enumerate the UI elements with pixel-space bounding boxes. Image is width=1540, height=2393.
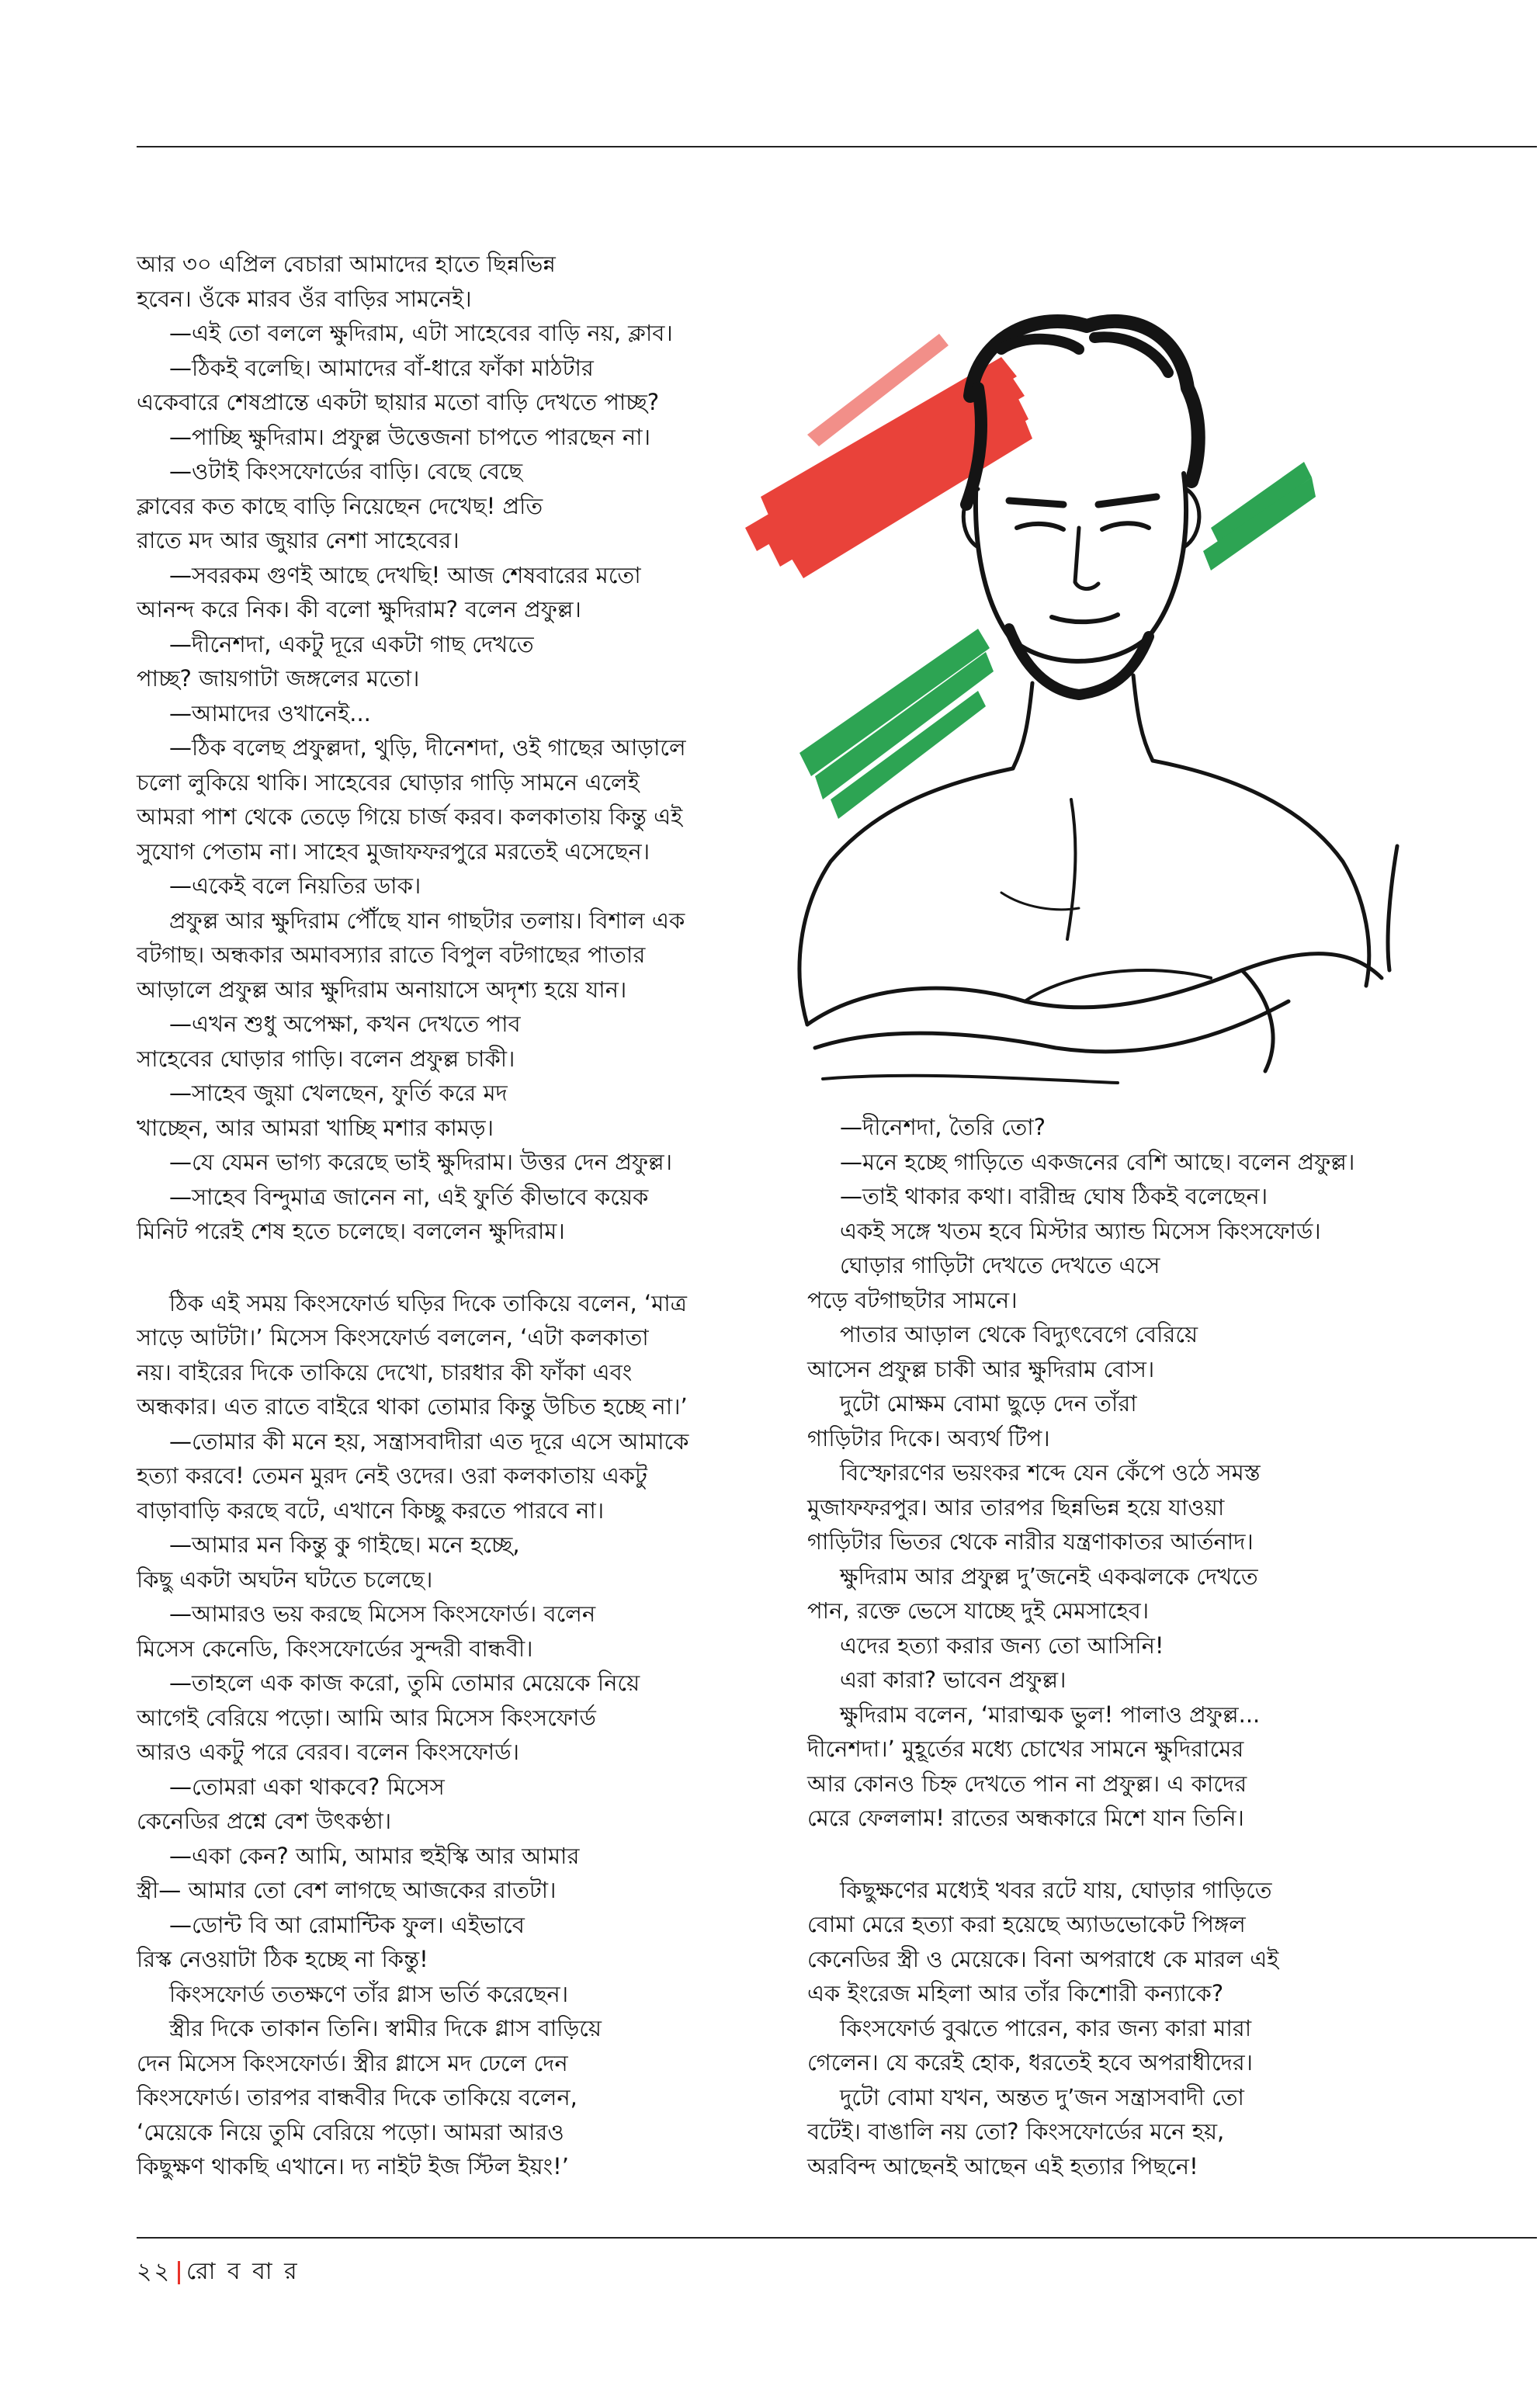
text-line: এরা কারা? ভাবেন প্রফুল্ল।: [840, 1666, 1067, 1693]
page-number: ২২: [137, 2258, 172, 2285]
text-line: —আমার মন কিন্তু কু গাইছে। মনে হচ্ছে,: [169, 1531, 520, 1558]
text-line: দুটো বোমা যখন, অন্তত দু’জন সন্ত্রাসবাদী তো: [840, 2083, 1244, 2110]
text-line: মেরে ফেললাম! রাতের অন্ধকারে মিশে যান তিনি।: [807, 1805, 1244, 1831]
text-line: —তাই থাকার কথা। বারীন্দ্র ঘোষ ঠিকই বলেছেন।: [840, 1183, 1268, 1209]
text-line: এক ইংরেজ মহিলা আর তাঁর কিশোরী কন্যাকে?: [807, 1980, 1224, 2006]
text-line: আরও একটু পরে বেরব। বলেন কিংসফোর্ড।: [137, 1739, 519, 1765]
text-line: গাড়িটার ভিতর থেকে নারীর যন্ত্রণাকাতর আর্তনাদ।: [807, 1528, 1254, 1555]
text-line: আড়ালে প্রফুল্ল আর ক্ষুদিরাম অনায়াসে অদৃশ্য হয়ে যান।: [137, 976, 627, 1003]
text-line: অন্ধকার। এত রাতে বাইরে থাকা তোমার কিন্তু উচিত হচ্ছে না।’: [137, 1393, 688, 1420]
text-line: —দীনেশদা, তৈরি তো?: [840, 1114, 1046, 1140]
text-line: আনন্দ করে নিক। কী বলো ক্ষুদিরাম? বলেন প্রফুল্ল।: [137, 596, 581, 623]
text-line: —পাচ্ছি ক্ষুদিরাম। প্রফুল্ল উত্তেজনা চাপতে পারছেন না।: [169, 423, 650, 450]
text-line: বটগাছ। অন্ধকার অমাবস্যার রাতে বিপুল বটগাছের পাতার: [137, 942, 646, 968]
text-line: মুজাফফরপুর। আর তারপর ছিন্নভিন্ন হয়ে যাওয়া: [807, 1493, 1225, 1521]
left-text-column: [137, 247, 750, 2184]
text-line: —সাহেব বিন্দুমাত্র জানেন না, এই ফুর্তি কীভাবে কয়েক: [169, 1183, 649, 1210]
text-line: পড়ে বটগাছটার সামনে।: [807, 1286, 1018, 1313]
text-line: কিছু একটা অঘটন ঘটতে চলেছে।: [137, 1566, 433, 1593]
text-line: আমরা পাশ থেকে তেড়ে গিয়ে চার্জ করব। কলকাতায় কিন্তু এই: [137, 803, 683, 830]
text-line: অরবিন্দ আছেনই আছেন এই হত্যার পিছনে!: [807, 2152, 1198, 2180]
text-line: দীনেশদা।’ মুহূর্তের মধ্যে চোখের সামনে ক্ষুদিরামের: [807, 1736, 1244, 1762]
text-line: —একেই বলে নিয়তির ডাক।: [169, 872, 421, 899]
text-line: —মনে হচ্ছে গাড়িতে একজনের বেশি আছে। বলেন প্রফুল্ল।: [840, 1148, 1355, 1175]
text-line: কেনেডির স্ত্রী ও মেয়েকে। বিনা অপরাধে কে মারল এই: [807, 1945, 1279, 1972]
magazine-name: রো ব বা র: [186, 2258, 300, 2285]
text-line: বটেই। বাঙালি নয় তো? কিংসফোর্ডের মনে হয়,: [807, 2118, 1225, 2145]
text-line: আর কোনও চিহ্ন দেখতে পান না প্রফুল্ল। এ কাদের: [807, 1770, 1247, 1797]
text-line: স্ত্রী— আমার তো বেশ লাগছে আজকের রাতটা।: [137, 1877, 557, 1903]
text-line: দেন মিসেস কিংসফোর্ড। স্ত্রীর গ্লাসে মদ ঢেলে দেন: [137, 2049, 568, 2076]
text-line: কিংসফোর্ড। তারপর বান্ধবীর দিকে তাকিয়ে বলেন,: [137, 2084, 578, 2110]
text-line: আসেন প্রফুল্ল চাকী আর ক্ষুদিরাম বোস।: [807, 1355, 1155, 1382]
text-line: —যে যেমন ভাগ্য করেছে ভাই ক্ষুদিরাম। উত্তর দেন প্রফুল্ল।: [169, 1149, 673, 1175]
red-brush-strokes: [745, 334, 1032, 578]
text-line: বোমা মেরে হত্যা করা হয়েছে অ্যাডভোকেট পিঙ্গল: [807, 1911, 1246, 1937]
text-line: গেলেন। যে করেই হোক, ধরতেই হবে অপরাধীদের।: [807, 2049, 1254, 2076]
text-line: বাড়াবাড়ি করছে বটে, এখানে কিচ্ছু করতে পারবে না।: [137, 1496, 605, 1524]
text-line: সাহেবের ঘোড়ার গাড়ি। বলেন প্রফুল্ল চাকী।: [137, 1045, 515, 1072]
top-rule: [137, 146, 1537, 147]
text-line: আগেই বেরিয়ে পড়ো। আমি আর মিসেস কিংসফোর্ড: [137, 1704, 596, 1731]
text-line: সাড়ে আটটা।’ মিসেস কিংসফোর্ড বললেন, ‘এটা কলকাতা: [137, 1324, 649, 1351]
text-line: —তাহলে এক কাজ করো, তুমি তোমার মেয়েকে নিয়ে: [169, 1670, 640, 1696]
text-line: —ঠিকই বলেছি। আমাদের বাঁ-ধারে ফাঁকা মাঠটার: [169, 354, 594, 381]
text-line: বিস্ফোরণের ভয়ংকর শব্দে যেন কেঁপে ওঠে সমস্ত: [840, 1459, 1261, 1486]
text-line: এদের হত্যা করার জন্য তো আসিনি!: [840, 1632, 1164, 1659]
text-line: কিংসফোর্ড ততক্ষণে তাঁর গ্লাস ভর্তি করেছেন।: [169, 1980, 569, 2007]
footer-divider: [178, 2261, 180, 2284]
right-text-column: [807, 1110, 1475, 2183]
text-line: পাচ্ছ? জায়গাটা জঙ্গলের মতো।: [137, 665, 420, 692]
text-line: হত্যা করবে! তেমন মুরদ নেই ওদের। ওরা কলকাতায় একটু: [137, 1462, 647, 1489]
text-line: দুটো মোক্ষম বোমা ছুড়ে দেন তাঁরা: [840, 1390, 1137, 1417]
text-line: —এখন শুধু অপেক্ষা, কখন দেখতে পাব: [169, 1011, 521, 1037]
text-line: পান, রক্তে ভেসে যাচ্ছে দুই মেমসাহেব।: [807, 1597, 1150, 1624]
text-line: আর ৩০ এপ্রিল বেচারা আমাদের হাতে ছিন্নভিন্ন: [137, 251, 556, 277]
text-line: গাড়িটার দিকে। অব্যর্থ টিপ।: [807, 1424, 1050, 1451]
text-line: —এই তো বললে ক্ষুদিরাম, এটা সাহেবের বাড়ি নয়, ক্লাব।: [169, 320, 673, 346]
text-line: মিসেস কেনেডি, কিংসফোর্ডের সুন্দরী বান্ধবী।: [137, 1635, 533, 1662]
text-line: স্ত্রীর দিকে তাকান তিনি। স্বামীর দিকে গ্লাস বাড়িয়ে: [169, 2015, 602, 2041]
bottom-rule: [137, 2237, 1537, 2239]
text-line: —ডোন্ট বি আ রোমান্টিক ফুল। এইভাবে: [169, 1911, 525, 1938]
text-line: প্রফুল্ল আর ক্ষুদিরাম পৌঁছে যান গাছটার তলায়। বিশাল এক: [169, 907, 685, 934]
text-line: নয়। বাইরের দিকে তাকিয়ে দেখো, চারধার কী ফাঁকা এবং: [137, 1358, 633, 1386]
text-line: রাতে মদ আর জুয়ার নেশা সাহেবের।: [137, 527, 460, 553]
text-line: ক্ষুদিরাম বলেন, ‘মারাত্মক ভুল! পালাও প্রফুল্ল...: [840, 1701, 1261, 1728]
text-line: কেনেডির প্রশ্নে বেশ উৎকণ্ঠা।: [137, 1808, 392, 1834]
text-line: —একা কেন? আমি, আমার হুইস্কি আর আমার: [169, 1842, 580, 1869]
text-line: সুযোগ পেতাম না। সাহেব মুজাফফরপুরে মরতেই এসেছেন।: [137, 838, 650, 865]
text-line: কিছুক্ষণের মধ্যেই খবর রটে যায়, ঘোড়ার গাড়িতে: [840, 1876, 1272, 1903]
text-line: —আমারও ভয় করছে মিসেস কিংসফোর্ড। বলেন: [169, 1601, 596, 1627]
text-line: —সবরকম গুণই আছে দেখছি! আজ শেষবারের মতো: [169, 561, 641, 588]
text-line: —তোমরা একা থাকবে? মিসেস: [169, 1773, 445, 1800]
text-line: একই সঙ্গে খতম হবে মিস্টার অ্যান্ড মিসেস কিংসফোর্ড।: [840, 1217, 1321, 1244]
text-line: ক্লাবের কত কাছে বাড়ি নিয়েছেন দেখেছ! প্রতি: [137, 492, 543, 519]
text-line: ক্ষুদিরাম আর প্রফুল্ল দু’জনেই একঝলকে দেখতে: [840, 1562, 1258, 1590]
text-line: —তোমার কী মনে হয়, সন্ত্রাসবাদীরা এত দূরে এসে আমাকে: [169, 1427, 689, 1455]
text-line: —দীনেশদা, একটু দূরে একটা গাছ দেখতে: [169, 630, 534, 657]
text-line: কিংসফোর্ড বুঝতে পারেন, কার জন্য কারা মারা: [840, 2014, 1252, 2041]
text-line: পাতার আড়াল থেকে বিদ্যুৎবেগে বেরিয়ে: [840, 1321, 1198, 1347]
text-line: মিনিট পরেই শেষ হতে চলেছে। বললেন ক্ষুদিরাম।: [137, 1218, 565, 1244]
text-line: —ঠিক বলেছ প্রফুল্লদা, থুড়ি, দীনেশদা, ওই গাছের আড়ালে: [169, 734, 686, 761]
paragraph-gap: [807, 1836, 1475, 1873]
text-line: —সাহেব জুয়া খেলছেন, ফুর্তি করে মদ: [169, 1080, 508, 1106]
text-line: একেবারে শেষপ্রান্তে একটা ছায়ার মতো বাড়ি দেখতে পাচ্ছ?: [137, 389, 660, 415]
text-line: চলো লুকিয়ে থাকি। সাহেবের ঘোড়ার গাড়ি সামনে এলেই: [137, 768, 640, 796]
text-line: ঠিক এই সময় কিংসফোর্ড ঘড়ির দিকে তাকিয়ে বলেন, ‘মাত্র: [169, 1289, 687, 1316]
text-line: —আমাদের ওখানেই...: [169, 699, 371, 727]
text-line: —ওটাই কিংসফোর্ডের বাড়ি। বেছে বেছে: [169, 458, 523, 484]
page-footer: [137, 2253, 300, 2292]
paragraph-gap: [137, 1249, 750, 1286]
text-line: খাচ্ছেন, আর আমরা খাচ্ছি মশার কামড়।: [137, 1114, 494, 1141]
text-line: ‘মেয়েকে নিয়ে তুমি বেরিয়ে পড়ো। আমরা আরও: [137, 2118, 564, 2145]
text-line: হবেন। ওঁকে মারব ওঁর বাড়ির সামনেই।: [137, 285, 472, 312]
text-line: রিস্ক নেওয়াটা ঠিক হচ্ছে না কিন্তু!: [137, 1946, 428, 1972]
text-line: কিছুক্ষণ থাকছি এখানে। দ্য নাইট ইজ স্টিল ইয়ং!’: [137, 2153, 569, 2180]
text-line: ঘোড়ার গাড়িটা দেখতে দেখতে এসে: [840, 1252, 1160, 1278]
khudiram-portrait-illustration: [745, 303, 1413, 1094]
